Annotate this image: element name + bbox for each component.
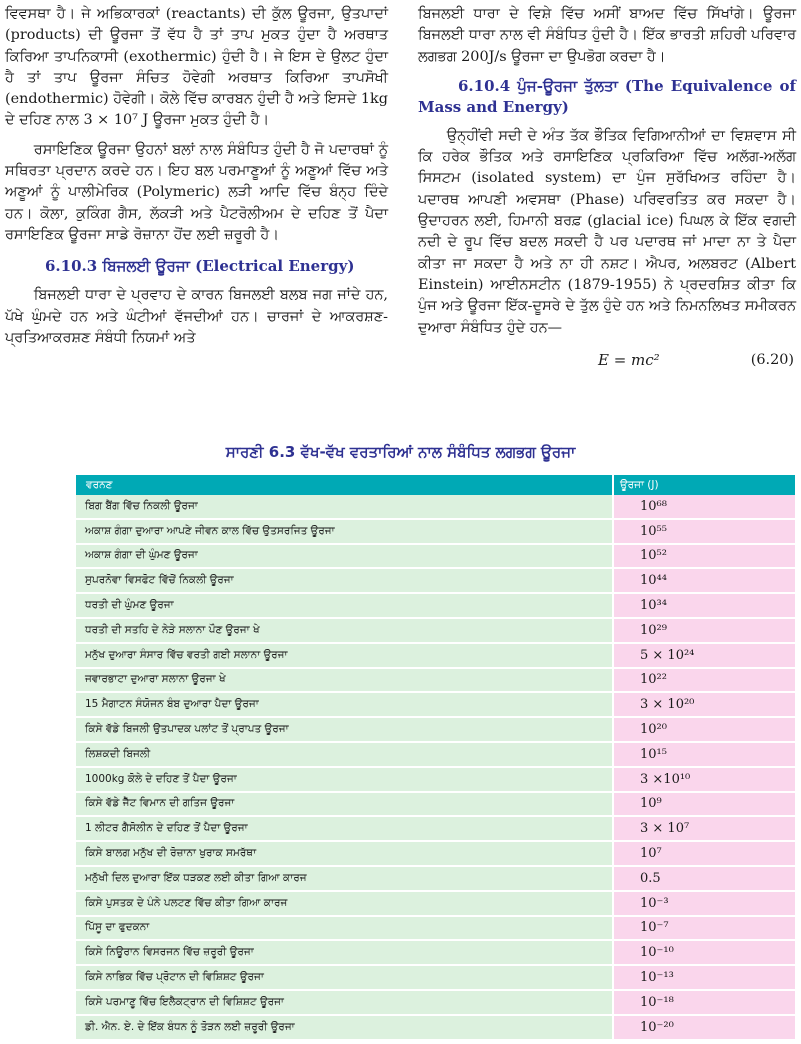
row-description: ਧਰਤੀ ਦੀ ਘੁੰਮਣ ਊਰਜਾ xyxy=(76,593,613,618)
row-energy-value: 10⁴⁴ xyxy=(613,568,795,593)
table-row xyxy=(76,717,795,742)
row-energy-value: 10⁷ xyxy=(613,841,795,866)
table-row xyxy=(76,940,795,965)
row-energy-value: 10⁻¹⁸ xyxy=(613,990,795,1015)
right-paragraph-1: ਬਿਜਲਈ ਧਾਰਾ ਦੇ ਵਿਸ਼ੇ ਵਿੱਚ ਅਸੀਂ ਬਾਅਦ ਵਿੱਚ ਸਿੱਖਾਂਗੇ। ਊਰਜਾ ਬਿਜਲਈ ਧਾਰਾ ਨਾਲ ਵੀ ਸੰਬੰਧਿਤ ਹੁੰਦੀ ਹੈ। ਇੱਕ ਭਾਰਤੀ ਸ਼ਹਿਰੀ ਪਰਿਵਾਰ ਲਗਭਗ 200J/s ਊਰਜਾ ਦਾ ਉਪਭੋਗ ਕਰਦਾ ਹੈ। xyxy=(418,6,796,65)
row-description: ਕਿਸੇ ਨਿਊਰਾਨ ਵਿਸਰਜਨ ਵਿੱਚ ਜ਼ਰੂਰੀ ਊਰਜਾ xyxy=(76,940,613,965)
left-column xyxy=(5,4,388,357)
row-description: ਮਨੁੱਖ ਦੁਆਰਾ ਸੰਸਾਰ ਵਿੱਚ ਵਰਤੀ ਗਈ ਸਲਾਨਾ ਊਰਜਾ xyxy=(76,643,613,668)
table-row xyxy=(76,866,795,891)
row-energy-value: 10²⁹ xyxy=(613,618,795,643)
row-description: ਬਿਗ ਬੈਂਗ ਵਿੱਚ ਨਿਕਲੀ ਊਰਜਾ xyxy=(76,495,613,519)
row-energy-value: 0.5 xyxy=(613,866,795,891)
row-description: ਧਰਤੀ ਦੀ ਸਤਹਿ ਦੇ ਨੇੜੇ ਸਲਾਨਾ ਪੌਣ ਊਰਜਾ ਖੇ xyxy=(76,618,613,643)
row-energy-value: 10⁻¹³ xyxy=(613,965,795,990)
table-row xyxy=(76,792,795,817)
header-energy: ਊਰਜਾ (J) xyxy=(613,475,795,495)
row-description: ਕਿਸੇ ਪੁਸਤਕ ਦੇ ਪੰਨੇ ਪਲਟਣ ਵਿੱਚ ਕੀਤਾ ਗਿਆ ਕਾਰਜ xyxy=(76,891,613,916)
row-energy-value: 3 × 10⁷ xyxy=(613,816,795,841)
row-description: ਕਿਸੇ ਬਾਲਗ ਮਨੁੱਖ ਦੀ ਰੋਜ਼ਾਨਾ ਖੁਰਾਕ ਸਮਰੱਥਾ xyxy=(76,841,613,866)
row-description: ਪਿੱਸੂ ਦਾ ਫੁਦਕਨਾ xyxy=(76,916,613,941)
row-description: ਕਿਸੇ ਵੱਡੇ ਜੈੱਟ ਵਿਮਾਨ ਦੀ ਗਤਿਜ ਊਰਜਾ xyxy=(76,792,613,817)
row-energy-value: 10²⁰ xyxy=(613,717,795,742)
row-description: 15 ਮੈਗਾਟਨ ਸੰਯੋਜਨ ਬੰਬ ਦੁਆਰਾ ਪੈਦਾ ਊਰਜਾ xyxy=(76,692,613,717)
left-paragraph-3: ਬਿਜਲਈ ਧਾਰਾ ਦੇ ਪ੍ਰਵਾਹ ਦੇ ਕਾਰਨ ਬਿਜਲਈ ਬਲਬ ਜਗ ਜਾਂਦੇ ਹਨ, ਪੱਖੇ ਘੁੰਮਦੇ ਹਨ ਅਤੇ ਘੰਟੀਆਂ ਵੱਜਦੀਆਂ ਹਨ। ਚਾਰਜਾਂ ਦੇ ਆਕਰਸ਼ਣ-ਪ੍ਰਤਿਆਕਰਸ਼ਣ ਸੰਬੰਧੀ ਨਿਯਮਾਂ ਅਤੇ xyxy=(5,287,388,346)
row-energy-value: 10⁻¹⁰ xyxy=(613,940,795,965)
right-paragraph-2: ਉਨ੍ਹੀਂਵੀ ਸਦੀ ਦੇ ਅੰਤ ਤੱਕ ਭੌਤਿਕ ਵਿਗਿਆਨੀਆਂ ਦਾ ਵਿਸ਼ਵਾਸ ਸੀ ਕਿ ਹਰੇਕ ਭੌਤਿਕ ਅਤੇ ਰਸਾਇਣਿਕ ਪ੍ਰਕਿਰਿਆ ਵਿੱਚ ਅਲੱਗ-ਅਲੱਗ ਸਿਸਟਮ (isolated system) ਦਾ ਪੁੰਜ ਸੁਰੱਖਿਅਤ ਰਹਿੰਦਾ ਹੈ। ਪਦਾਰਥ ਆਪਣੀ ਅਵਸਥਾ (Phase) ਪਰਿਵਰਤਿਤ ਕਰ ਸਕਦਾ ਹੈ। ਉਦਾਹਰਨ ਲਈ, ਹਿਮਾਨੀ ਬਰਫ਼ (glacial ice) ਪਿਘਲ ਕੇ ਇੱਕ ਵਗਦੀ ਨਦੀ ਦੇ ਰੂਪ ਵਿੱਚ ਬਦਲ ਸਕਦੀ ਹੈ ਪਰ ਪਦਾਰਥ ਜਾਂ ਮਾਦਾ ਨਾ ਤੇ ਪੈਦਾ ਕੀਤਾ ਜਾ ਸਕਦਾ ਹੈ ਅਤੇ ਨਾ ਹੀ ਨਸ਼ਟ। ਐਪਰ, ਅਲਬਰਟ (Albert Einstein) ਆਈਨਸਟੀਨ (1879-1955) ਨੇ ਪ੍ਰਦਰਸ਼ਿਤ ਕੀਤਾ ਕਿ ਪੁੰਜ ਅਤੇ ਊਰਜਾ ਇੱਕ-ਦੂਸਰੇ ਦੇ ਤੁੱਲ ਹੁੰਦੇ ਹਨ ਅਤੇ ਨਿਮਨਲਿਖਤ ਸਮੀਕਰਨ ਦੁਆਰਾ ਸੰਬੰਧਿਤ ਹੁੰਦੇ ਹਨ— xyxy=(418,127,796,336)
table-row xyxy=(76,544,795,569)
section-heading-electrical-energy: 6.10.3 ਬਿਜਲਈ ਊਰਜਾ (Electrical Energy) xyxy=(45,257,355,276)
row-description: ਸੁਪਰਨੋਵਾ ਵਿਸਫੋਟ ਵਿੱਚੋਂ ਨਿਕਲੀ ਊਰਜਾ xyxy=(76,568,613,593)
row-energy-value: 5 × 10²⁴ xyxy=(613,643,795,668)
row-energy-value: 10⁻⁷ xyxy=(613,916,795,941)
table-caption: ਸਾਰਣੀ 6.3 ਵੱਖ-ਵੱਖ ਵਰਤਾਰਿਆਂ ਨਾਲ ਸੰਬੰਧਿਤ ਲਗਭਗ ਊਰਜਾ xyxy=(225,443,576,461)
table-row xyxy=(76,618,795,643)
table-row xyxy=(76,668,795,693)
row-energy-value: 10⁻²⁰ xyxy=(613,1015,795,1040)
row-description: ਲਿਸ਼ਕਦੀ ਬਿਜਲੀ xyxy=(76,742,613,767)
table-row xyxy=(76,916,795,941)
row-description: ਮਨੁੱਖੀ ਦਿਲ ਦੁਆਰਾ ਇੱਕ ਧੜਕਣ ਲਈ ਕੀਤਾ ਗਿਆ ਕਾਰਜ xyxy=(76,866,613,891)
row-description: ਜਵਾਰਭਾਟਾ ਦੁਆਰਾ ਸਲਾਨਾ ਊਰਜਾ ਖੇ xyxy=(76,668,613,693)
left-paragraph-1: ਵਿਵਸਥਾ ਹੈ। ਜੇ ਅਭਿਕਾਰਕਾਂ (reactants) ਦੀ ਕੁੱਲ ਊਰਜਾ, ਉਤਪਾਦਾਂ (products) ਦੀ ਊਰਜਾ ਤੋਂ ਵੱਧ ਹੈ ਤਾਂ ਤਾਪ ਮੁਕਤ ਹੁੰਦਾ ਹੈ ਅਰਥਾਤ ਕਿਰਿਆ ਤਾਪਨਿਕਾਸੀ (exothermic) ਹੁੰਦੀ ਹੈ। ਜੇ ਇਸ ਦੇ ਉਲਟ ਹੁੰਦਾ ਹੈ ਤਾਂ ਤਾਪ ਊਰਜਾ ਸੰਚਿਤ ਹੋਵੇਗੀ ਅਰਥਾਤ ਕਿਰਿਆ ਤਾਪਸੋਖੀ (endothermic) ਹੋਵੇਗੀ। ਕੋਲੇ ਵਿੱਚ ਕਾਰਬਨ ਹੁੰਦੀ ਹੈ ਅਤੇ ਇਸਦੇ 1kg ਦੇ ਦਹਿਣ ਨਾਲ 3 × 10⁷ J ਊਰਜਾ ਮੁਕਤ ਹੁੰਦੀ ਹੈ। xyxy=(5,6,388,129)
table-row xyxy=(76,495,795,519)
table-row xyxy=(76,643,795,668)
right-column xyxy=(418,4,796,373)
equation-block xyxy=(418,347,796,373)
section-heading-mass-energy: 6.10.4 ਪੁੰਜ-ਊਰਜਾ ਤੁੱਲਤਾ (The Equivalence of Mass and Energy) xyxy=(418,76,796,116)
table-row xyxy=(76,841,795,866)
table-row xyxy=(76,593,795,618)
table-row xyxy=(76,891,795,916)
row-description: ਕਿਸੇ ਨਾਭਿਕ ਵਿੱਚ ਪ੍ਰੋਟਾਨ ਦੀ ਵਿਸ਼ਿਸ਼ਟ ਊਰਜਾ xyxy=(76,965,613,990)
table-row xyxy=(76,1015,795,1040)
table-header-row xyxy=(76,475,795,495)
row-energy-value: 10⁵² xyxy=(613,544,795,569)
table-row xyxy=(76,965,795,990)
table-row xyxy=(76,816,795,841)
table-row xyxy=(76,767,795,792)
row-description: ਕਿਸੇ ਵੱਡੇ ਬਿਜਲੀ ਉਤਪਾਦਕ ਪਲਾਂਟ ਤੋਂ ਪ੍ਰਾਪਤ ਊਰਜਾ xyxy=(76,717,613,742)
table-row xyxy=(76,568,795,593)
table-row xyxy=(76,692,795,717)
row-description: ਅਕਾਸ਼ ਗੰਗਾ ਦੀ ਘੁੰਮਣ ਊਰਜਾ xyxy=(76,544,613,569)
equation-number: (6.20) xyxy=(750,351,794,368)
row-energy-value: 10³⁴ xyxy=(613,593,795,618)
row-description: ਡੀ. ਐਨ. ਏ. ਦੇ ਇੱਕ ਬੰਧਨ ਨੂੰ ਤੋੜਨ ਲਈ ਜ਼ਰੂਰੀ ਊਰਜਾ xyxy=(76,1015,613,1040)
row-energy-value: 3 × 10²⁰ xyxy=(613,692,795,717)
left-paragraph-2: ਰਸਾਇਣਿਕ ਊਰਜਾ ਉਹਨਾਂ ਬਲਾਂ ਨਾਲ ਸੰਬੰਧਿਤ ਹੁੰਦੀ ਹੈ ਜੋ ਪਦਾਰਥਾਂ ਨੂੰ ਸਥਿਰਤਾ ਪ੍ਰਦਾਨ ਕਰਦੇ ਹਨ। ਇਹ ਬਲ ਪਰਮਾਣੂਆਂ ਨੂੰ ਅਣੂਆਂ ਵਿੱਚ ਅਤੇ ਅਣੂਆਂ ਨੂੰ ਪਾਲੀਮੇਰਿਕ (Polymeric) ਲੜੀ ਆਦਿ ਵਿੱਚ ਬੰਨ੍ਹ ਦਿੰਦੇ ਹਨ। ਕੋਲਾ, ਕੁਕਿੰਗ ਗੈਸ, ਲੱਕੜੀ ਅਤੇ ਪੈਟਰੋਲੀਅਮ ਦੇ ਦਹਿਣ ਤੋਂ ਪੈਦਾ ਰਸਾਇਣਿਕ ਊਰਜਾ ਸਾਡੇ ਰੋਜ਼ਾਨਾ ਹੋਂਦ ਲਈ ਜ਼ਰੂਰੀ ਹੈ। xyxy=(5,141,388,243)
row-energy-value: 10⁶⁸ xyxy=(613,495,795,519)
table-row xyxy=(76,519,795,544)
row-energy-value: 10⁹ xyxy=(613,792,795,817)
table-body xyxy=(76,495,795,1040)
equation: E = mc² xyxy=(598,350,660,369)
header-description: ਵਰਨਣ xyxy=(76,475,613,495)
energy-table xyxy=(76,475,795,1041)
row-description: ਅਕਾਸ਼ ਗੰਗਾ ਦੁਆਰਾ ਆਪਣੇ ਜੀਵਨ ਕਾਲ ਵਿੱਚ ਉਤਸਰਜਿਤ ਊਰਜਾ xyxy=(76,519,613,544)
table-row xyxy=(76,990,795,1015)
row-description: 1 ਲੀਟਰ ਗੈਸੋਲੀਨ ਦੇ ਦਹਿਣ ਤੋਂ ਪੈਦਾ ਊਰਜਾ xyxy=(76,816,613,841)
row-description: 1000kg ਕੋਲੇ ਦੇ ਦਹਿਣ ਤੋਂ ਪੈਦਾ ਊਰਜਾ xyxy=(76,767,613,792)
table-row xyxy=(76,742,795,767)
row-description: ਕਿਸੇ ਪਰਮਾਣੂ ਵਿੱਚ ਇਲੈਕਟ੍ਰਾਨ ਦੀ ਵਿਸ਼ਿਸ਼ਟ ਊਰਜਾ xyxy=(76,990,613,1015)
row-energy-value: 10¹⁵ xyxy=(613,742,795,767)
row-energy-value: 10⁵⁵ xyxy=(613,519,795,544)
row-energy-value: 10⁻³ xyxy=(613,891,795,916)
row-energy-value: 10²² xyxy=(613,668,795,693)
row-energy-value: 3 ×10¹⁰ xyxy=(613,767,795,792)
